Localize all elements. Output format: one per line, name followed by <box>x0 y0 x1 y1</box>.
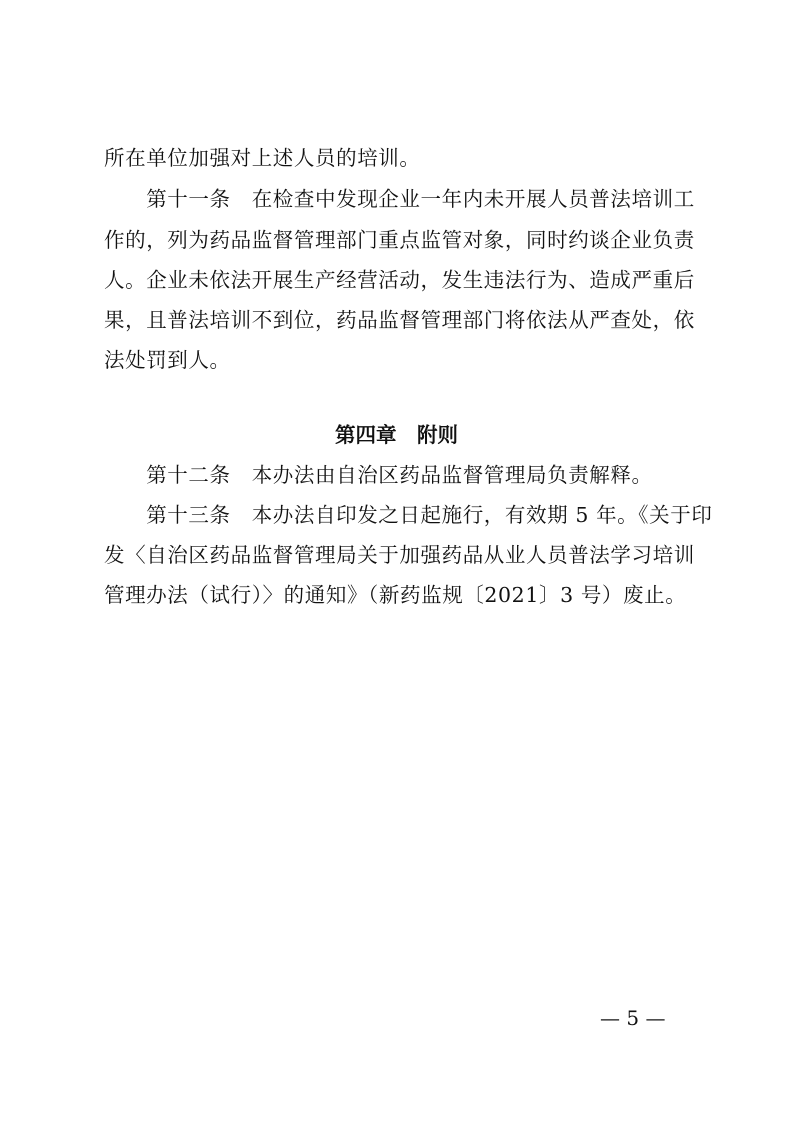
page-number: — 5 — <box>600 1006 666 1030</box>
article-11-line: 第十一条 在检查中发现企业一年内未开展人员普法培训工 <box>104 187 695 211</box>
paragraph-line: 所在单位加强对上述人员的培训。 <box>104 146 421 170</box>
paragraph-line: 果，且普法培训不到位，药品监督管理部门将依法从严查处，依 <box>104 308 695 332</box>
paragraph-line: 法处罚到人。 <box>104 348 231 372</box>
paragraph-line: 人。企业未依法开展生产经营活动，发生违法行为、造成严重后 <box>104 268 695 292</box>
paragraph-line: 发〈自治区药品监督管理局关于加强药品从业人员普法学习培训 <box>104 543 695 567</box>
article-12-line: 第十二条 本办法由自治区药品监督管理局负责解释。 <box>104 463 653 487</box>
paragraph-line: 作的，列为药品监督管理部门重点监管对象，同时约谈企业负责 <box>104 228 695 252</box>
article-13-line: 第十三条 本办法自印发之日起施行，有效期 5 年。《关于印 <box>104 503 713 527</box>
chapter-heading: 第四章 附则 <box>335 423 458 447</box>
paragraph-line: 管理办法（试行）〉的通知》（新药监规〔2021〕3 号）废止。 <box>104 583 687 607</box>
